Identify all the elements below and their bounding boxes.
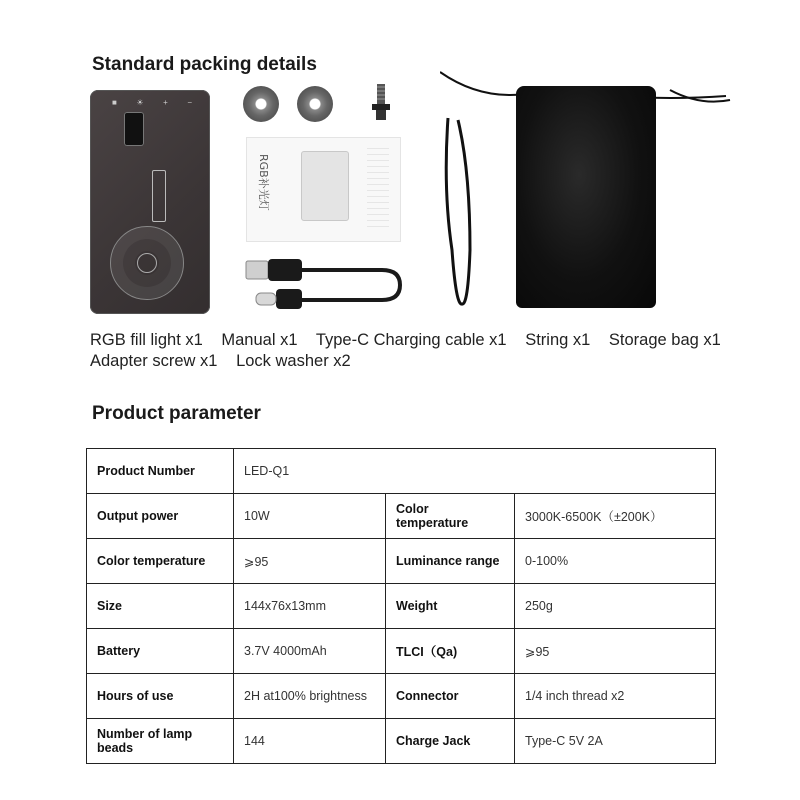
param-label: Color temperature <box>87 539 234 584</box>
param-value: Type-C 5V 2A <box>515 719 716 764</box>
manual-text-lines <box>367 148 389 228</box>
param-label: Size <box>87 584 234 629</box>
light-button-power: ■ <box>112 98 117 107</box>
param-value: LED-Q1 <box>234 449 716 494</box>
param-value: 3.7V 4000mAh <box>234 629 386 674</box>
packing-item: String x1 <box>525 331 591 349</box>
param-label: Weight <box>386 584 515 629</box>
param-value: ⩾95 <box>515 629 716 674</box>
table-row <box>87 494 716 539</box>
light-control-dial <box>110 226 184 300</box>
svg-text:RGB补光灯: RGB补光灯 <box>257 154 270 211</box>
parameter-table <box>86 448 716 764</box>
lock-washer-image <box>297 86 333 122</box>
param-label: Number of lamp beads <box>87 719 234 764</box>
packing-heading: Standard packing details <box>92 54 317 75</box>
light-brand-label <box>152 170 166 222</box>
param-label: Hours of use <box>87 674 234 719</box>
package-contents-photo <box>0 0 800 330</box>
param-value: 2H at100% brightness <box>234 674 386 719</box>
table-row <box>87 539 716 584</box>
packing-item: Lock washer x2 <box>236 352 351 370</box>
param-value: 1/4 inch thread x2 <box>515 674 716 719</box>
param-label: Output power <box>87 494 234 539</box>
light-button-minus: − <box>187 98 192 107</box>
param-value: 10W <box>234 494 386 539</box>
packing-item: Type-C Charging cable x1 <box>315 331 507 349</box>
param-value: 144 <box>234 719 386 764</box>
param-label: Connector <box>386 674 515 719</box>
packing-item: Manual x1 <box>221 331 298 349</box>
parameter-heading: Product parameter <box>92 403 261 424</box>
table-row <box>87 674 716 719</box>
param-value: ⩾95 <box>234 539 386 584</box>
manual-product-sketch <box>301 151 349 221</box>
light-button-plus: + <box>163 98 168 107</box>
packing-item: RGB fill light x1 <box>90 331 203 349</box>
manual-title <box>257 152 271 222</box>
packing-items-line-1 <box>90 331 735 350</box>
light-display <box>124 112 144 146</box>
packing-item: Adapter screw x1 <box>90 352 218 370</box>
param-label: Color temperature <box>386 494 515 539</box>
param-label: Product Number <box>87 449 234 494</box>
lock-washer-image <box>243 86 279 122</box>
light-button-mode: ☀ <box>136 98 144 107</box>
packing-item: Storage bag x1 <box>608 331 721 349</box>
manual-image <box>247 138 400 241</box>
table-row <box>87 719 716 764</box>
adapter-screw-image <box>371 84 391 124</box>
param-value: 0-100% <box>515 539 716 584</box>
table-row <box>87 584 716 629</box>
light-button-row <box>112 98 192 107</box>
param-value: 3000K-6500K（±200K） <box>515 494 716 539</box>
storage-bag-image <box>516 86 656 308</box>
param-value: 144x76x13mm <box>234 584 386 629</box>
param-label: TLCI（Qa) <box>386 629 515 674</box>
param-label: Charge Jack <box>386 719 515 764</box>
rgb-fill-light-image <box>90 90 210 314</box>
packing-items-line-2 <box>90 352 365 371</box>
param-label: Battery <box>87 629 234 674</box>
type-c-cable-image <box>240 245 410 320</box>
table-row <box>87 449 716 494</box>
param-value: 250g <box>515 584 716 629</box>
table-row <box>87 629 716 674</box>
param-label: Luminance range <box>386 539 515 584</box>
